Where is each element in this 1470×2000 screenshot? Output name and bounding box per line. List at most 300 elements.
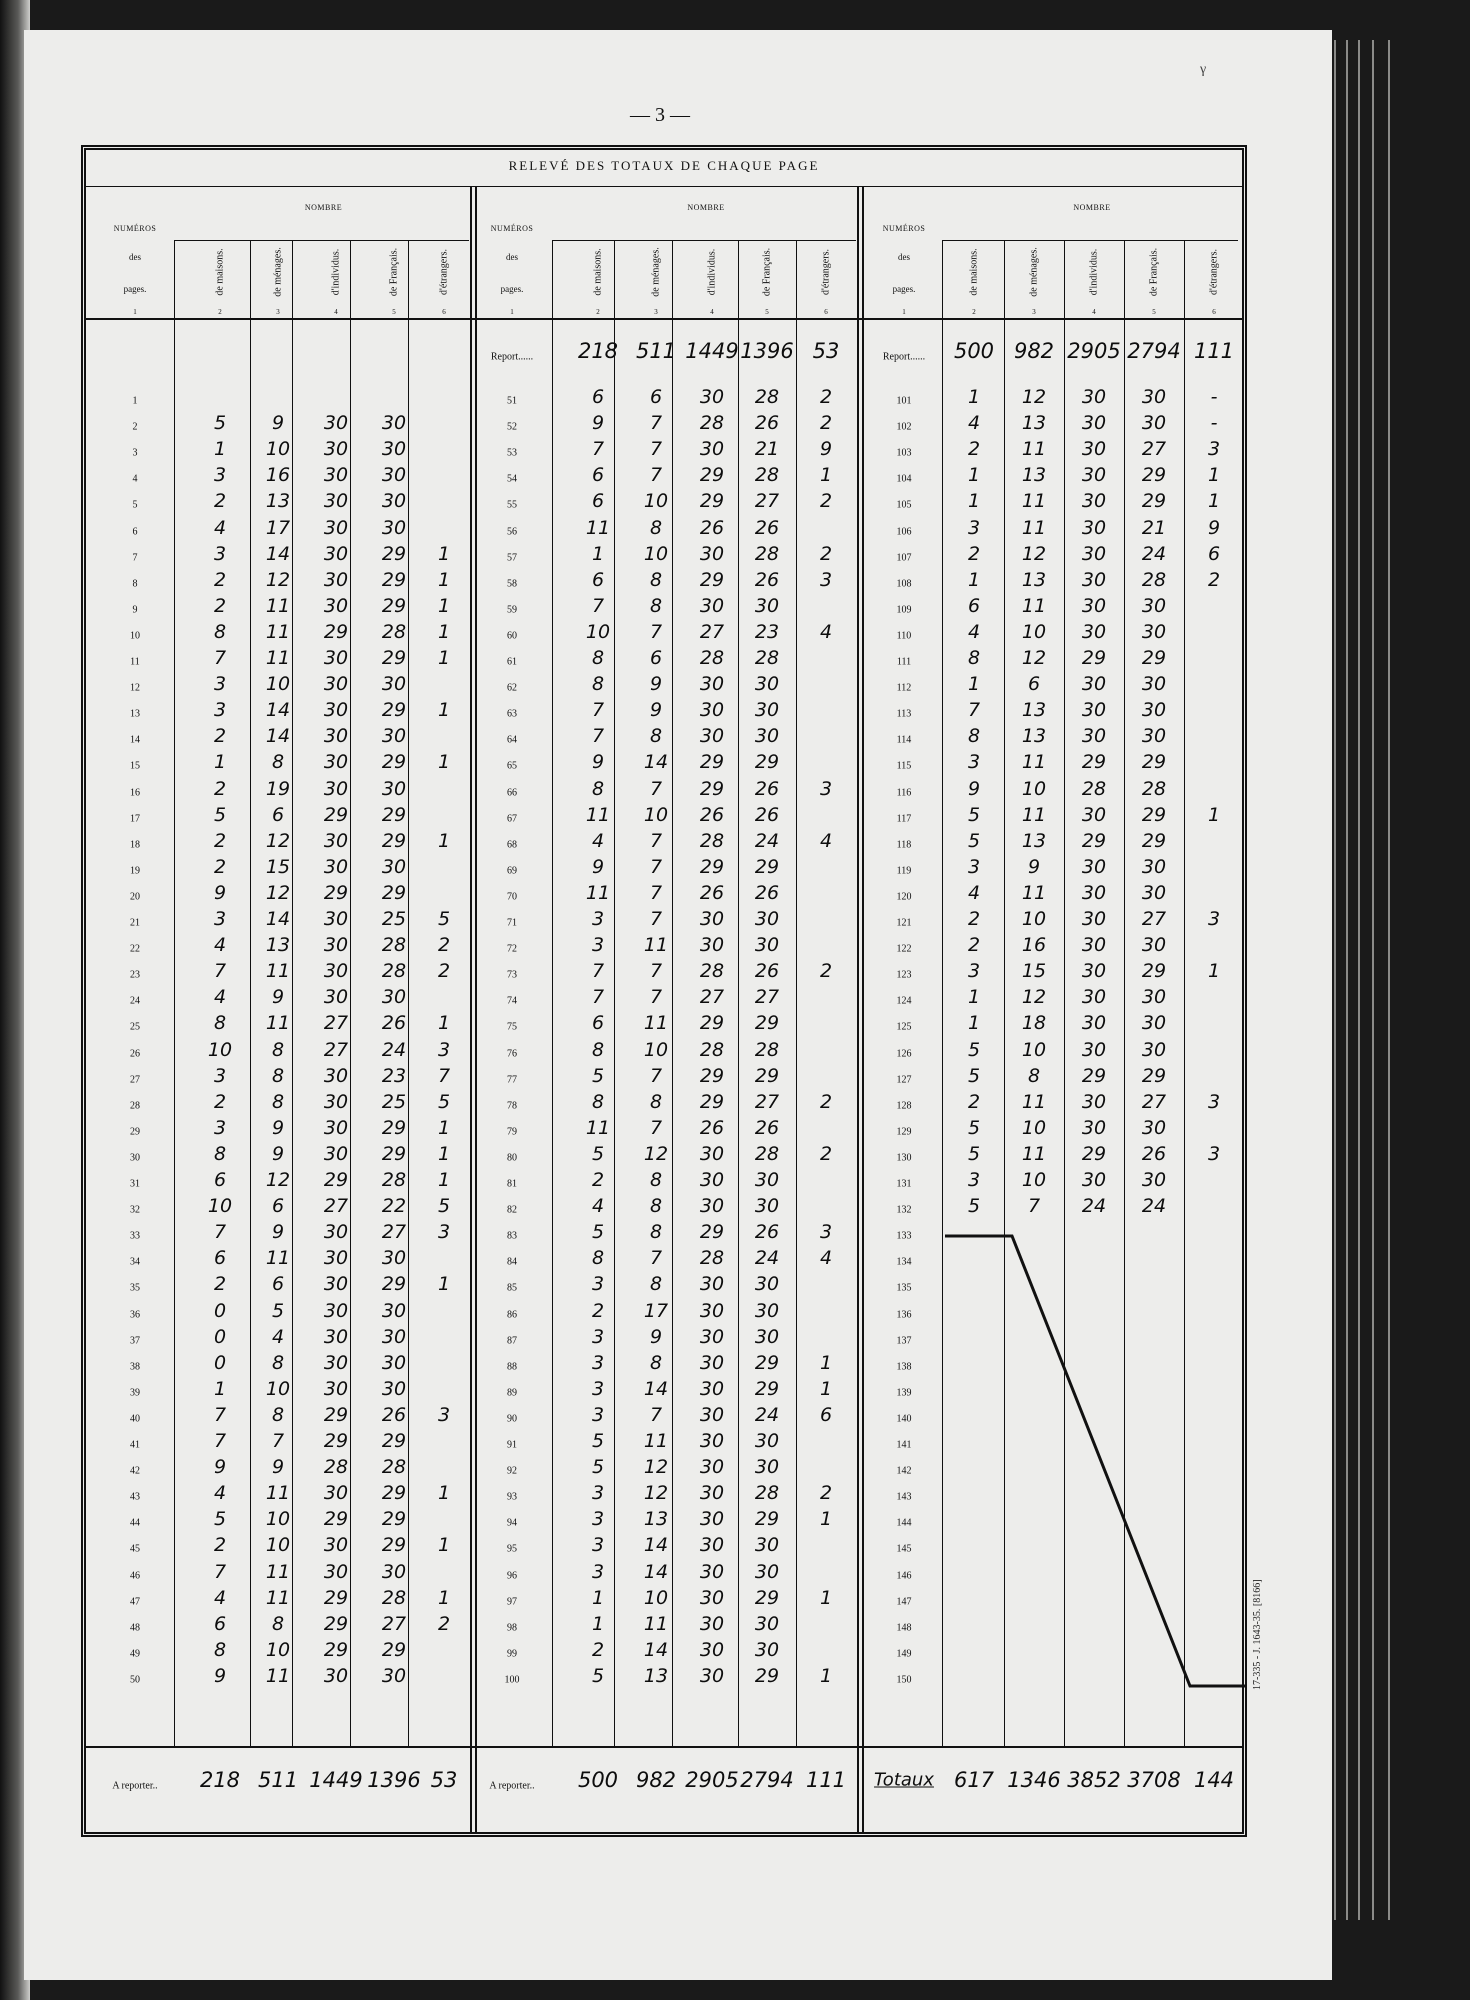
data-cell: 8 xyxy=(271,1090,285,1113)
column-heading: d'individus. xyxy=(706,248,718,296)
page-number-cell: 118 xyxy=(896,839,912,851)
reporter-value: 3852 xyxy=(1067,1768,1121,1792)
data-cell: 13 xyxy=(1021,829,1047,852)
data-cell: 2 xyxy=(967,934,981,957)
data-cell: - xyxy=(1210,386,1218,408)
data-cell: 3 xyxy=(591,1508,605,1531)
data-cell: 11 xyxy=(1021,438,1047,461)
data-cell: 29 xyxy=(381,1273,407,1296)
reporter-value: 1396 xyxy=(367,1768,421,1792)
page-number-cell: 113 xyxy=(896,708,912,720)
data-cell: 11 xyxy=(1021,490,1047,513)
page-number-cell: 12 xyxy=(130,682,140,694)
data-cell: 3 xyxy=(591,1403,605,1426)
data-cell: 30 xyxy=(381,673,407,696)
page-number-cell: 60 xyxy=(507,630,517,642)
data-cell: 1 xyxy=(819,1586,833,1609)
data-cell: 29 xyxy=(1141,960,1167,983)
data-cell: 13 xyxy=(643,1664,669,1687)
page-number-cell: 13 xyxy=(130,708,140,720)
data-cell: 11 xyxy=(265,960,291,983)
data-cell: 30 xyxy=(1141,725,1167,748)
data-cell: 11 xyxy=(265,1586,291,1609)
data-cell: 30 xyxy=(699,1456,725,1479)
data-cell: 30 xyxy=(754,1299,780,1322)
data-cell: 10 xyxy=(265,1638,291,1661)
data-cell: 6 xyxy=(967,594,981,617)
data-cell: 11 xyxy=(643,1012,669,1035)
data-cell: 11 xyxy=(265,1012,291,1035)
nombre-rule xyxy=(942,240,1238,241)
data-cell: 30 xyxy=(754,1638,780,1661)
data-cell: 7 xyxy=(649,960,663,983)
data-cell: 10 xyxy=(1021,1169,1047,1191)
data-cell: 28 xyxy=(699,412,725,435)
data-cell: 13 xyxy=(1021,568,1047,591)
page-number-cell: 68 xyxy=(507,839,517,851)
data-cell: 30 xyxy=(1081,934,1107,957)
page-number-cell: 123 xyxy=(896,969,912,981)
data-cell: 29 xyxy=(381,1508,407,1531)
page-number-cell: 135 xyxy=(896,1282,912,1294)
data-cell: 13 xyxy=(1021,464,1047,487)
data-cell: 29 xyxy=(1141,464,1167,487)
data-cell: 30 xyxy=(699,699,725,722)
page-number-cell: 137 xyxy=(896,1335,912,1347)
data-cell: 2 xyxy=(819,412,833,435)
data-cell: 7 xyxy=(649,1064,663,1087)
data-cell: 3 xyxy=(437,1221,451,1244)
des-header: des xyxy=(506,252,518,262)
nombre-header: NOMBRE xyxy=(1073,203,1111,212)
page-number-cell: 45 xyxy=(130,1543,140,1555)
data-cell: 30 xyxy=(323,1351,349,1374)
corner-mark: γ xyxy=(1200,62,1207,77)
data-cell: 3 xyxy=(591,908,605,930)
data-cell: 30 xyxy=(699,1377,725,1400)
data-cell: 29 xyxy=(1141,647,1167,669)
data-cell: 2 xyxy=(591,1299,605,1322)
data-cell: 24 xyxy=(1081,1195,1107,1218)
page-number-cell: 87 xyxy=(507,1335,517,1347)
data-cell: 30 xyxy=(381,464,407,487)
data-cell: 10 xyxy=(643,803,669,826)
data-cell: 13 xyxy=(1021,699,1047,722)
data-cell: 30 xyxy=(1141,1169,1167,1191)
page-number-cell: 6 xyxy=(132,526,138,537)
data-cell: 5 xyxy=(967,1116,981,1139)
data-cell: 1 xyxy=(437,751,451,774)
reporter-value: 144 xyxy=(1193,1768,1235,1792)
data-cell: 5 xyxy=(591,1430,605,1452)
data-cell: 30 xyxy=(323,934,349,957)
data-cell: 29 xyxy=(323,1638,349,1661)
page-number-cell: 31 xyxy=(130,1178,140,1190)
data-cell: 1 xyxy=(213,751,227,774)
data-cell: 1 xyxy=(437,1273,451,1296)
page-number-cell: 88 xyxy=(507,1361,517,1373)
data-cell: 25 xyxy=(381,908,407,930)
page-number-cell: 9 xyxy=(132,604,138,616)
data-cell: 2 xyxy=(437,934,451,957)
data-cell: 2 xyxy=(213,725,227,748)
data-cell: 22 xyxy=(381,1195,407,1218)
data-cell: 12 xyxy=(643,1456,669,1479)
page-number: — 3 — xyxy=(630,104,690,126)
data-cell: 2 xyxy=(213,594,227,617)
data-cell: 30 xyxy=(323,1664,349,1687)
data-cell: 11 xyxy=(265,1560,291,1583)
column-rule xyxy=(738,240,739,1746)
data-cell: 8 xyxy=(967,647,981,669)
page-number-cell: 4 xyxy=(132,473,138,485)
page-number-cell: 89 xyxy=(507,1387,517,1399)
column-rule xyxy=(1064,240,1065,1746)
data-cell: 3 xyxy=(591,1351,605,1374)
page-edge xyxy=(1358,40,1360,1920)
page-number-cell: 18 xyxy=(130,839,140,851)
data-cell: 7 xyxy=(213,960,227,983)
page-number-cell: 138 xyxy=(896,1361,912,1373)
data-cell: 5 xyxy=(967,1038,981,1061)
page-number-cell: 121 xyxy=(896,917,912,929)
data-cell: 8 xyxy=(649,1090,663,1113)
data-cell: 30 xyxy=(1081,881,1107,904)
data-cell: 4 xyxy=(591,1195,605,1218)
page-number-cell: 20 xyxy=(130,891,140,903)
data-cell: 8 xyxy=(649,594,663,617)
data-cell: 30 xyxy=(699,1586,725,1609)
data-cell: 29 xyxy=(1081,1064,1107,1087)
page-number-cell: 36 xyxy=(130,1309,140,1320)
data-cell: 7 xyxy=(213,1403,227,1426)
data-cell: 8 xyxy=(213,1012,227,1035)
data-cell: 21 xyxy=(1141,516,1167,539)
reporter-value: 1346 xyxy=(1007,1768,1061,1792)
page-number-cell: 129 xyxy=(896,1126,912,1138)
data-cell: 10 xyxy=(643,1586,669,1609)
data-cell: 10 xyxy=(1021,620,1047,643)
data-cell: 4 xyxy=(967,881,981,904)
data-cell: 29 xyxy=(381,1116,407,1139)
section-divider xyxy=(862,186,864,1832)
page-number-cell: 44 xyxy=(130,1517,140,1529)
data-cell: 30 xyxy=(754,908,780,930)
data-cell: 30 xyxy=(381,1325,407,1348)
data-cell: 3 xyxy=(213,542,227,565)
data-cell: 12 xyxy=(265,829,291,852)
data-cell: 2 xyxy=(967,542,981,565)
data-cell: 3 xyxy=(967,1169,981,1191)
data-cell: 6 xyxy=(1207,542,1221,565)
data-cell: 30 xyxy=(323,412,349,435)
page-number-cell: 42 xyxy=(130,1465,140,1477)
data-cell: 30 xyxy=(699,438,725,461)
data-cell: 6 xyxy=(649,386,663,408)
data-cell: 1 xyxy=(591,542,605,565)
page-number-cell: 146 xyxy=(896,1570,912,1581)
page-number-cell: 49 xyxy=(130,1648,140,1660)
data-cell: 2 xyxy=(213,777,227,800)
page-number-cell: 59 xyxy=(507,604,517,616)
data-cell: 14 xyxy=(265,699,291,722)
page-number-cell: 84 xyxy=(507,1256,517,1268)
column-heading: de maisons. xyxy=(968,248,980,296)
reporter-value: 500 xyxy=(577,1768,619,1792)
data-cell: 3 xyxy=(967,855,981,878)
data-cell: 29 xyxy=(699,777,725,800)
data-cell: 28 xyxy=(381,1169,407,1191)
page-number-cell: 71 xyxy=(507,917,517,929)
data-cell: 29 xyxy=(754,751,780,774)
column-rule xyxy=(292,240,293,1746)
page-number-cell: 67 xyxy=(507,813,517,825)
page-number-cell: 25 xyxy=(130,1021,140,1033)
page-number-cell: 23 xyxy=(130,969,140,981)
page-number-cell: 142 xyxy=(896,1465,912,1477)
data-cell: 9 xyxy=(271,986,285,1009)
data-cell: 5 xyxy=(967,803,981,826)
data-cell: 26 xyxy=(699,881,725,904)
page-number-cell: 30 xyxy=(130,1152,140,1164)
data-cell: 28 xyxy=(323,1456,349,1479)
data-cell: 6 xyxy=(271,1195,285,1218)
page-number-cell: 91 xyxy=(507,1439,517,1451)
page-number-cell: 96 xyxy=(507,1570,517,1581)
data-cell: 30 xyxy=(323,1064,349,1087)
data-cell: 15 xyxy=(265,855,291,878)
data-cell: 7 xyxy=(591,438,605,461)
data-cell: 4 xyxy=(967,620,981,643)
data-cell: 11 xyxy=(265,1247,291,1270)
data-cell: 7 xyxy=(213,1221,227,1244)
data-cell: 1 xyxy=(591,1612,605,1635)
page-number-cell: 63 xyxy=(507,708,517,720)
data-cell: 29 xyxy=(754,1508,780,1531)
data-cell: 29 xyxy=(699,1012,725,1035)
data-cell: 6 xyxy=(271,803,285,826)
des-header: des xyxy=(129,252,141,262)
data-cell: 30 xyxy=(1081,855,1107,878)
data-cell: 1 xyxy=(967,386,981,408)
data-cell: 30 xyxy=(1081,568,1107,591)
data-cell: 1 xyxy=(819,1377,833,1400)
data-cell: 29 xyxy=(381,568,407,591)
data-cell: 1 xyxy=(1207,960,1221,983)
data-cell: 5 xyxy=(213,1508,227,1531)
column-rule xyxy=(1124,240,1125,1746)
page-number-cell: 145 xyxy=(896,1543,912,1555)
page-number-cell: 136 xyxy=(896,1309,912,1320)
data-cell: 28 xyxy=(381,934,407,957)
page-number-cell: 43 xyxy=(130,1491,140,1503)
data-cell: 7 xyxy=(649,855,663,878)
data-cell: 8 xyxy=(271,1403,285,1426)
data-cell: 1 xyxy=(437,1482,451,1505)
data-cell: 1 xyxy=(437,568,451,591)
report-value: 500 xyxy=(953,339,995,363)
data-cell: 30 xyxy=(381,1664,407,1687)
page-number-cell: 128 xyxy=(896,1100,912,1112)
footer-rule xyxy=(86,1746,1242,1748)
data-cell: 10 xyxy=(643,490,669,513)
data-cell: 6 xyxy=(591,386,605,408)
page-number-cell: 101 xyxy=(896,395,912,407)
data-cell: 29 xyxy=(699,464,725,487)
data-cell: 28 xyxy=(699,829,725,852)
data-cell: 29 xyxy=(699,1090,725,1113)
data-cell: 30 xyxy=(1141,855,1167,878)
data-cell: 11 xyxy=(1021,1142,1047,1165)
data-cell: 29 xyxy=(699,490,725,513)
page-number-cell: 11 xyxy=(130,656,140,668)
data-cell: 6 xyxy=(1027,673,1041,696)
data-cell: 1 xyxy=(213,438,227,461)
column-rule xyxy=(250,240,251,1746)
data-cell: 3 xyxy=(967,516,981,539)
data-cell: 1 xyxy=(437,620,451,643)
data-cell: 30 xyxy=(754,1169,780,1191)
data-cell: 23 xyxy=(754,620,780,643)
data-cell: 28 xyxy=(754,647,780,669)
data-cell: 30 xyxy=(1081,725,1107,748)
data-cell: 8 xyxy=(271,1038,285,1061)
data-cell: 4 xyxy=(213,1586,227,1609)
data-cell: 30 xyxy=(754,1534,780,1557)
data-cell: 8 xyxy=(649,725,663,748)
data-cell: 3 xyxy=(591,1273,605,1296)
data-cell: 11 xyxy=(1021,751,1047,774)
data-cell: 1 xyxy=(967,986,981,1009)
data-cell: 30 xyxy=(381,1247,407,1270)
data-cell: 11 xyxy=(643,1430,669,1452)
data-cell: 30 xyxy=(1141,620,1167,643)
data-cell: 11 xyxy=(585,1116,611,1139)
page-number-cell: 107 xyxy=(896,552,912,564)
reporter-label: A reporter.. xyxy=(489,1780,535,1792)
page-number-cell: 38 xyxy=(130,1361,140,1373)
page-number-cell: 125 xyxy=(896,1021,912,1033)
data-cell: 24 xyxy=(381,1038,407,1061)
data-cell: 29 xyxy=(381,881,407,904)
data-cell: 26 xyxy=(754,803,780,826)
data-cell: 3 xyxy=(967,960,981,983)
data-cell: 30 xyxy=(699,1560,725,1583)
data-cell: 18 xyxy=(1021,1012,1047,1035)
data-cell: 5 xyxy=(967,829,981,852)
data-cell: 26 xyxy=(754,881,780,904)
data-cell: 30 xyxy=(1081,594,1107,617)
data-cell: 7 xyxy=(271,1430,285,1452)
data-cell: 7 xyxy=(967,699,981,722)
data-cell: 8 xyxy=(649,1221,663,1244)
data-cell: 7 xyxy=(591,725,605,748)
data-cell: 27 xyxy=(1141,908,1167,930)
data-cell: 30 xyxy=(1141,594,1167,617)
data-cell: 9 xyxy=(591,855,605,878)
data-cell: 29 xyxy=(381,751,407,774)
data-cell: 8 xyxy=(213,1142,227,1165)
data-cell: 30 xyxy=(1081,490,1107,513)
data-cell: 1 xyxy=(437,1012,451,1035)
data-cell: 4 xyxy=(213,934,227,957)
data-cell: 8 xyxy=(649,1169,663,1191)
data-cell: 27 xyxy=(323,1195,349,1218)
column-rule xyxy=(1004,240,1005,1746)
data-cell: 2 xyxy=(213,829,227,852)
data-cell: 30 xyxy=(754,1430,780,1452)
data-cell: 30 xyxy=(323,568,349,591)
page-number-cell: 144 xyxy=(896,1517,912,1529)
page-number-cell: 105 xyxy=(896,499,912,511)
data-cell: 2 xyxy=(591,1169,605,1191)
data-cell: 29 xyxy=(1081,829,1107,852)
data-cell: 3 xyxy=(591,934,605,957)
data-cell: 8 xyxy=(213,620,227,643)
data-cell: 2 xyxy=(967,908,981,930)
data-cell: 30 xyxy=(699,1403,725,1426)
page-number-cell: 103 xyxy=(896,447,912,459)
data-cell: 30 xyxy=(323,1325,349,1348)
data-cell: 8 xyxy=(213,1638,227,1661)
data-cell: 27 xyxy=(699,986,725,1009)
data-cell: 21 xyxy=(754,438,780,461)
page-number-cell: 80 xyxy=(507,1152,517,1164)
column-number: 6 xyxy=(824,308,828,316)
data-cell: 10 xyxy=(643,1038,669,1061)
page-number-cell: 82 xyxy=(507,1204,517,1216)
data-cell: 30 xyxy=(381,1299,407,1322)
page-number-cell: 66 xyxy=(507,787,517,798)
data-cell: 1 xyxy=(437,647,451,669)
data-cell: 30 xyxy=(323,438,349,461)
data-cell: 9 xyxy=(967,777,981,800)
page-number-cell: 139 xyxy=(896,1387,912,1399)
data-cell: 14 xyxy=(643,751,669,774)
data-cell: 3 xyxy=(819,568,833,591)
data-cell: 30 xyxy=(323,516,349,539)
data-cell: 7 xyxy=(649,881,663,904)
page-number-cell: 54 xyxy=(507,473,517,485)
data-cell: 29 xyxy=(754,1377,780,1400)
data-cell: 30 xyxy=(323,777,349,800)
data-cell: 30 xyxy=(1081,412,1107,435)
data-cell: 25 xyxy=(381,1090,407,1113)
data-cell: 10 xyxy=(265,673,291,696)
data-cell: 29 xyxy=(699,1221,725,1244)
data-cell: 24 xyxy=(1141,542,1167,565)
data-cell: 9 xyxy=(1027,855,1041,878)
data-cell: 3 xyxy=(1207,1090,1221,1113)
data-cell: 30 xyxy=(323,829,349,852)
page-number-cell: 39 xyxy=(130,1387,140,1399)
data-cell: 9 xyxy=(213,1664,227,1687)
data-cell: 29 xyxy=(323,803,349,826)
data-cell: 30 xyxy=(381,1377,407,1400)
data-cell: 7 xyxy=(213,647,227,669)
data-cell: 7 xyxy=(649,908,663,930)
data-cell: 30 xyxy=(1141,412,1167,435)
report-value: 982 xyxy=(1013,339,1055,363)
data-cell: 29 xyxy=(381,1430,407,1452)
data-cell: 30 xyxy=(1141,386,1167,408)
page-number-cell: 126 xyxy=(896,1048,912,1059)
data-cell: 28 xyxy=(754,542,780,565)
column-rule xyxy=(350,240,351,1746)
page-number-cell: 32 xyxy=(130,1204,140,1216)
data-cell: 29 xyxy=(754,1012,780,1035)
data-cell: 2 xyxy=(437,960,451,983)
